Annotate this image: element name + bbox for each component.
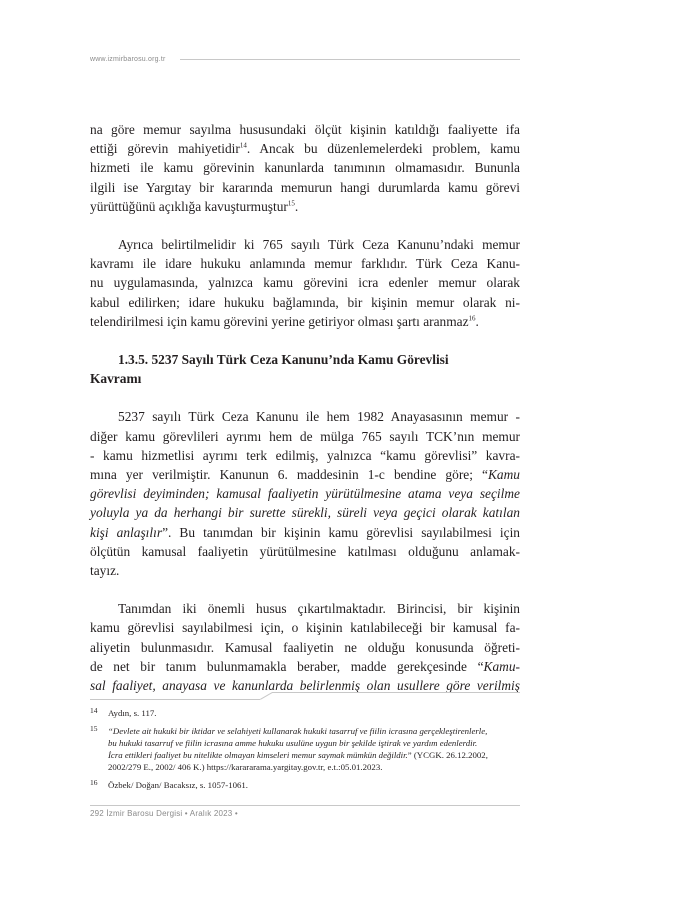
text-line (90, 503, 520, 522)
text-line: Tanımdan iki önemli husus çıkartılmaktadır. Birincisi, bir kişinin (118, 601, 520, 617)
paragraph-2 (90, 235, 520, 331)
text-line: - kamu hizmetlisi ayrımı terk edilmiş, yalnızca “kamu görevlisi” kavra- (90, 447, 520, 463)
separator-left (90, 699, 260, 700)
text-line: diğer kamu görevlileri ayrımı hem de mülga 765 sayılı TCK’nın memur (90, 428, 520, 444)
footnote-14 (90, 707, 520, 719)
footnote-line: Aydın, s. 117. (108, 708, 157, 718)
text-line: ölçütün kamusal faaliyetin yürütülmesine katılması olduğunu anlamak- (90, 543, 520, 559)
text-run: . (294, 198, 299, 214)
text-line: kabul edilirken; idare hukuku bağlamında, bir kişinin memur olarak ni- (90, 294, 520, 310)
header-url: www.izmirbarosu.org.tr (90, 56, 166, 63)
body-text (90, 120, 520, 695)
text-line: Ayrıca belirtilmelidir ki 765 sayılı Türk Ceza Kanunu’ndaki memur (118, 237, 520, 253)
text-run: yürüttüğünü açıklığa kavuşturmuştur (90, 198, 288, 214)
footnote-number: 14 (90, 706, 98, 715)
heading-line: Kavramı (90, 371, 142, 387)
text-run: telendirilmesi için kamu görevini yerine getiriyor olması şartı aranmaz (90, 313, 469, 329)
quote-italic: sal faaliyet, anayasa ve kanunlarda belirlenmiş olan usullere göre verilmiş (90, 678, 520, 694)
text-run: mına yer verilmiştir. Kanunun 6. maddesinin 1-c bendine göre; “ (90, 467, 488, 483)
footnote-separator (90, 690, 520, 702)
footnote-italic-run: İcra ettikleri faaliyet bu nitelikte olmayan kimseleri memur saymak mümkün değildir. (108, 750, 408, 760)
text-line: tayız. (90, 563, 120, 579)
text-line: hizmeti ile kamu görevinin kanunlarda tanımının olmamasıdır. Bununla (90, 160, 520, 176)
footnote-line: 2002/279 E., 2002/ 406 K.) https://karararama.yargitay.gov.tr, e.t.:05.01.2023. (108, 762, 383, 772)
footnote-line (108, 749, 520, 761)
separator-right (272, 692, 520, 693)
footnote-line: Özbek/ Doğan/ Bacaksız, s. 1057-1061. (108, 780, 248, 790)
text-line: kamu görevlisi sayılabilmesi için, o kişinin katılabileceği bir kamusal fa- (90, 620, 520, 636)
text-run: ettiği görevin mahiyetidir (90, 141, 240, 157)
footnote-ref-14[interactable]: 14 (239, 141, 247, 150)
page-footer: 292 İzmir Barosu Dergisi • Aralık 2023 • (90, 809, 238, 818)
text-line (90, 465, 520, 484)
footnote-run: ” (YCGK. 26.12.2002, (407, 750, 488, 760)
paragraph-3 (90, 407, 520, 580)
footnote-number: 16 (90, 778, 98, 787)
footnote-text (108, 779, 520, 791)
text-line (90, 197, 520, 216)
text-run: de net bir tanım bulunmamakla beraber, madde gerekçesinde “ (90, 658, 484, 674)
footnote-text (108, 725, 520, 773)
text-line: ilgili ise Yargıtay bir kararında memurun hangi durumlarda kamu görevi (90, 179, 520, 195)
paragraph-1 (90, 120, 520, 216)
footnote-ref-16[interactable]: 16 (468, 314, 476, 323)
footnotes (90, 707, 520, 797)
quote-italic: kişi anlaşılır (90, 524, 163, 540)
heading-line: 1.3.5. 5237 Sayılı Türk Ceza Kanunu’nda Kamu Görevlisi (118, 352, 449, 368)
footnote-ref-15[interactable]: 15 (287, 199, 295, 208)
text-line: kavramı ile idare hukuku anlamında memur farklıdır. Türk Ceza Kanu- (90, 256, 520, 272)
footnote-number: 15 (90, 724, 98, 733)
text-run: . Ancak bu düzenlemelerdeki problem, kamu (246, 141, 520, 157)
footnote-line: bu hukuki tasarruf ve fiilin icrasına amme hukuku usulüne uygun bir şekilde iştirak ve yardım edenlerdir. (108, 738, 478, 748)
text-line (90, 484, 520, 503)
text-line: aliyetin bulunmasıdır. Kamusal faaliyetin ne olduğu konusunda öğreti- (90, 639, 520, 655)
quote-italic: yoluyla ya da herhangi bir surette sürekli, süreli veya geçici olarak katılan (90, 505, 520, 521)
quote-italic: Kamu (488, 467, 520, 483)
section-heading (90, 350, 520, 388)
footnote-text (108, 707, 520, 719)
quote-italic: görevlisi deyiminden; kamusal faaliyetin yürütülmesine atama veya seçilme (90, 486, 520, 502)
quote-italic: Kamu- (483, 658, 520, 674)
text-line (90, 139, 520, 158)
footer-rule (90, 805, 520, 806)
footnote-line: “Devlete ait hukuki bir iktidar ve selahiyeti kullanarak hukuki tasarruf ve fiilin icrasına gerçekleştirenlerle, (108, 726, 488, 736)
text-run: . (475, 313, 479, 329)
text-line: 5237 sayılı Türk Ceza Kanunu ile hem 1982 Anayasasının memur - (118, 409, 520, 425)
separator-slant (260, 692, 273, 700)
text-line: na göre memur sayılma hususundaki ölçüt kişinin katıldığı faaliyette ifa (90, 122, 520, 137)
text-run: ”. Bu tanımdan bir kişinin kamu görevlisi sayılabilmesi için (162, 524, 520, 540)
text-line: nu uygulamasında, yalnızca kamu görevini icra edenler memur olarak (90, 275, 520, 291)
footnote-15 (90, 725, 520, 773)
text-line (90, 523, 520, 542)
footnote-16 (90, 779, 520, 791)
header-rule (180, 59, 520, 60)
text-line (90, 657, 520, 676)
paragraph-4 (90, 599, 520, 695)
text-line (90, 312, 520, 331)
